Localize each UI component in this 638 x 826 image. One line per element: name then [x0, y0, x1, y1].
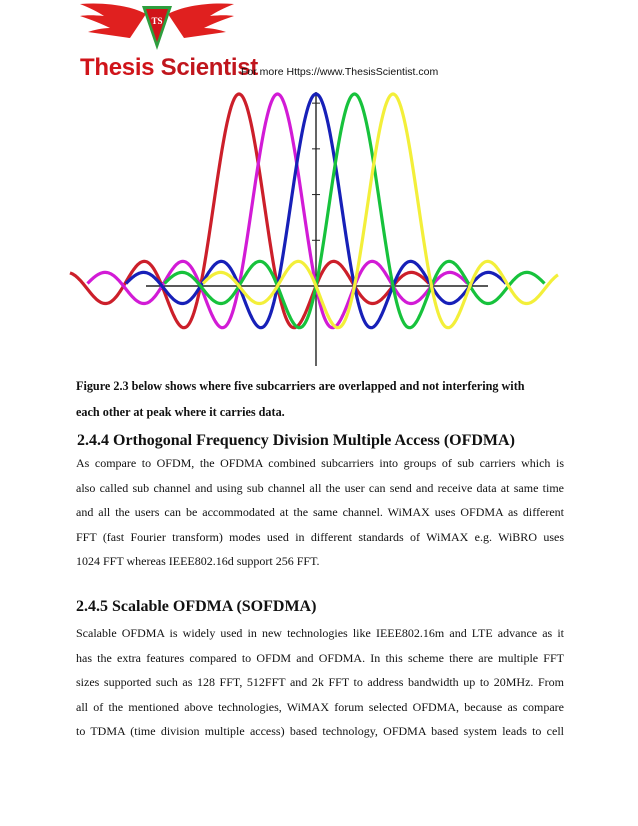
text-line: As compare to OFDM, the OFDMA combined subcarriers into groups of sub carriers which is: [76, 456, 564, 470]
paragraph-ofdma: [76, 451, 564, 574]
text-line: also called sub channel and using sub channel all the user can send and receive data at same time: [76, 480, 564, 495]
text-line: FFT (fast Fourier transform) modes used in different standards of WiMAX e.g. WiBRO uses: [76, 529, 564, 544]
website-note: For more Https://www.ThesisScientist.com: [241, 66, 439, 78]
text-line: all of the mentioned above technologies, WiMAX forum selected OFDMA, because as compare: [76, 699, 564, 714]
text-line: has the extra features compared to OFDM and OFDMA. In this scheme there are multiple FFT: [76, 650, 564, 665]
caption-line: each other at peak where it carries data.: [76, 404, 285, 419]
subcarrier-figure: [66, 86, 562, 372]
right-wing-icon: [168, 3, 234, 38]
page-header: [0, 0, 638, 86]
section-heading-ofdma: 2.4.4 Orthogonal Frequency Division Multiple Access (OFDMA): [77, 432, 515, 449]
brand-name: Thesis Scientist: [80, 54, 258, 81]
text-line: to TDMA (time division multiple access) based technology, OFDMA based system leads to cell: [76, 724, 564, 739]
text-line: Scalable OFDMA is widely used in new technologies like IEEE802.16m and LTE advance as it: [76, 626, 564, 640]
svg-text:TS: TS: [151, 16, 163, 26]
subcarrier-plot: [66, 86, 562, 372]
text-line: 1024 FFT whereas IEEE802.16d support 256 FFT.: [76, 554, 320, 569]
caption-line: Figure 2.3 below shows where five subcarriers are overlapped and not interfering with: [76, 379, 525, 393]
paragraph-sofdma: [76, 621, 564, 744]
subcarrier-curve: [70, 94, 429, 328]
figure-caption: [76, 374, 564, 425]
shield-icon: [142, 6, 172, 50]
left-wing-icon: [80, 3, 146, 38]
text-line: sizes supported such as 128 FFT, 512FFT and 2k FFT to address bandwidth up to 20MHz. From: [76, 675, 564, 690]
text-line: and all the users can be accommodated at the same channel. WiMAX uses OFDMA as different: [76, 505, 564, 520]
section-heading-sofdma: 2.4.5 Scalable OFDMA (SOFDMA): [76, 598, 317, 615]
